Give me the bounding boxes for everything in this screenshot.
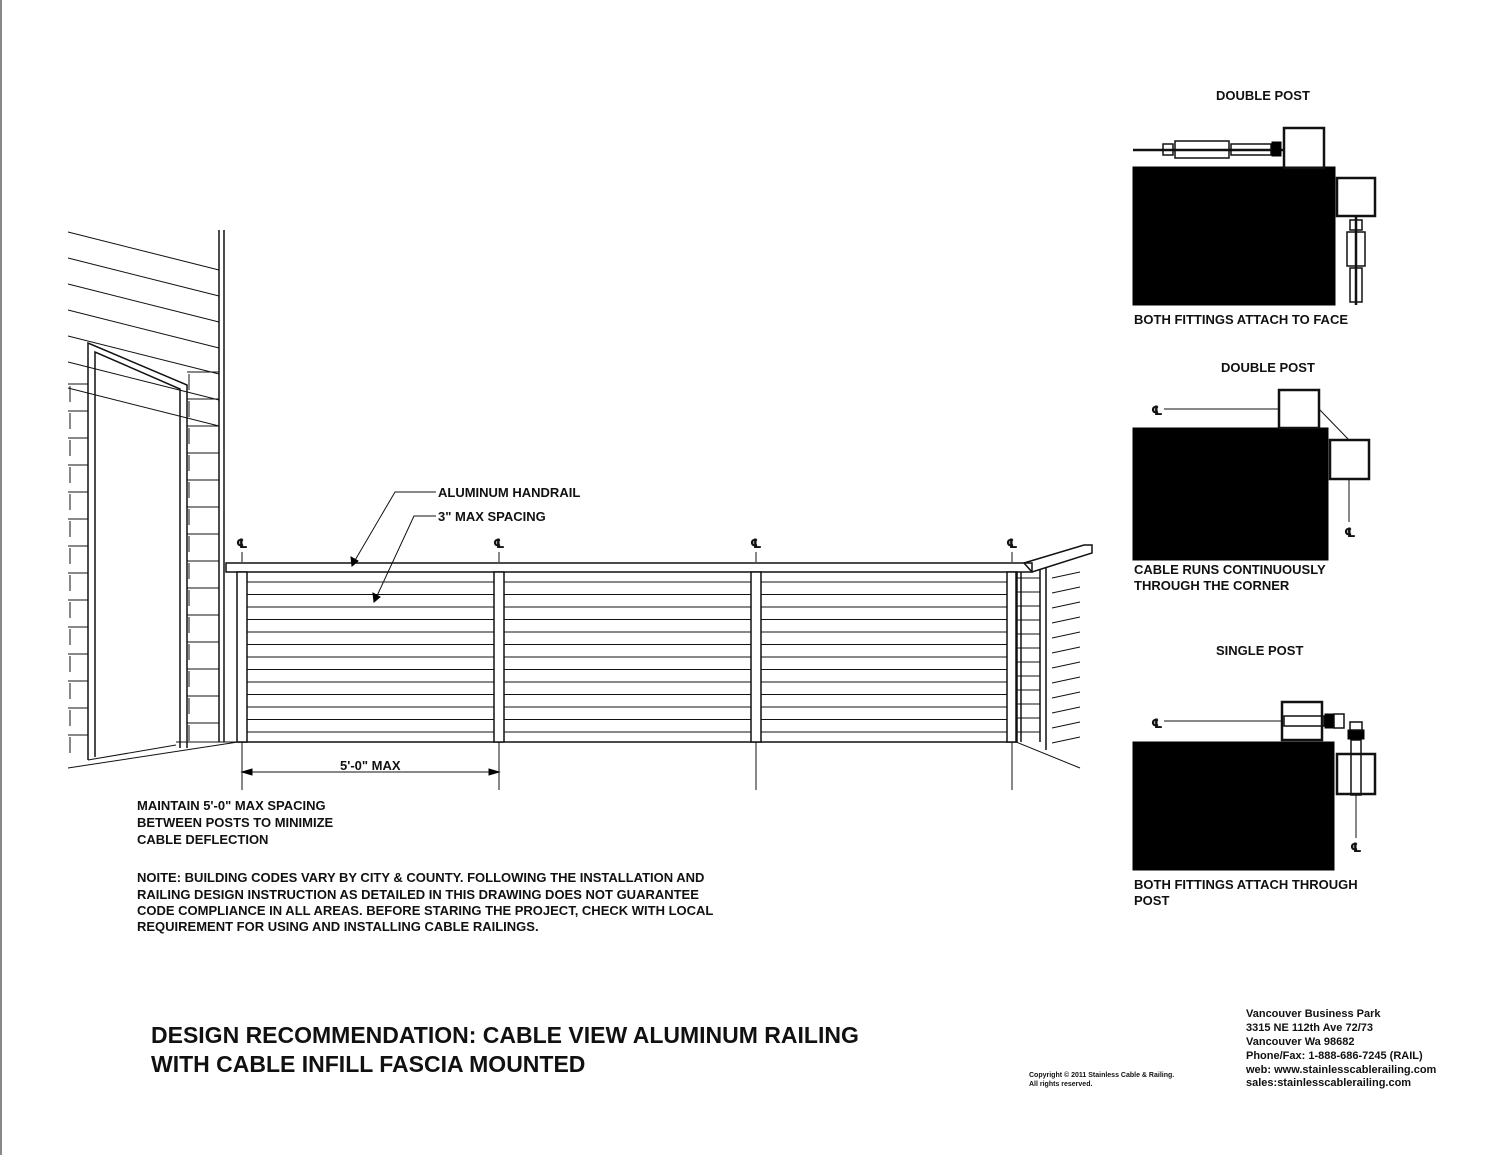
address-line: Vancouver Business Park bbox=[1246, 1008, 1381, 1020]
post bbox=[494, 572, 504, 742]
detail-single-post bbox=[1133, 643, 1375, 908]
address-line: 3315 NE 112th Ave 72/73 bbox=[1246, 1022, 1373, 1034]
siding-board bbox=[1052, 572, 1080, 578]
siding-board bbox=[1052, 737, 1080, 743]
centerline-symbol: ℄ bbox=[1350, 840, 1362, 855]
house-wall bbox=[68, 228, 238, 768]
railing-elevation bbox=[226, 545, 1092, 790]
siding-board bbox=[1052, 722, 1080, 728]
siding-board bbox=[1052, 662, 1080, 668]
code-note bbox=[137, 870, 713, 934]
siding-board bbox=[1052, 677, 1080, 683]
drawing-title: WITH CABLE INFILL FASCIA MOUNTED bbox=[151, 1051, 586, 1077]
siding-board bbox=[68, 284, 219, 322]
copyright-line: Copyright © 2011 Stainless Cable & Railing. bbox=[1029, 1072, 1175, 1079]
address-line: Vancouver Wa 98682 bbox=[1246, 1036, 1355, 1048]
detail-caption: POST bbox=[1134, 893, 1170, 908]
title-block bbox=[151, 1008, 1437, 1089]
siding-board bbox=[68, 336, 219, 374]
detail-caption: BOTH FITTINGS ATTACH TO FACE bbox=[1134, 312, 1349, 327]
copyright-line: All rights reserved. bbox=[1029, 1081, 1093, 1088]
detail-heading: DOUBLE POST bbox=[1216, 88, 1310, 103]
leader-lines bbox=[351, 492, 436, 602]
post bbox=[751, 572, 761, 742]
handrail-label: ALUMINUM HANDRAIL bbox=[438, 485, 581, 500]
siding-board bbox=[1052, 587, 1080, 593]
code-note-line: CODE COMPLIANCE IN ALL AREAS. BEFORE STARING THE PROJECT, CHECK WITH LOCAL bbox=[137, 903, 714, 918]
spacing-label: 3" MAX SPACING bbox=[438, 509, 546, 524]
spacing-note-line: CABLE DEFLECTION bbox=[137, 832, 269, 847]
centerline-symbol: ℄ bbox=[750, 536, 762, 551]
siding-board bbox=[1052, 632, 1080, 638]
centerline-symbol: ℄ bbox=[1344, 525, 1356, 540]
detail-heading: SINGLE POST bbox=[1216, 643, 1304, 658]
detail-heading: DOUBLE POST bbox=[1221, 360, 1315, 375]
siding-board bbox=[68, 310, 219, 348]
siding-board bbox=[1052, 647, 1080, 653]
detail-caption: BOTH FITTINGS ATTACH THROUGH bbox=[1134, 877, 1358, 892]
centerline-symbol: ℄ bbox=[493, 536, 505, 551]
siding-board bbox=[68, 258, 219, 296]
centerline-symbol: ℄ bbox=[1151, 716, 1163, 731]
centerline-symbol: ℄ bbox=[1006, 536, 1018, 551]
siding-board bbox=[1052, 602, 1080, 608]
post bbox=[237, 572, 247, 742]
spacing-note-line: BETWEEN POSTS TO MINIMIZE bbox=[137, 815, 334, 830]
detail-double-post-corner bbox=[1133, 360, 1369, 593]
siding-board bbox=[68, 362, 219, 400]
side-return bbox=[1016, 567, 1080, 768]
span-dimension-label: 5'-0" MAX bbox=[340, 758, 401, 773]
centerline-symbol: ℄ bbox=[1151, 403, 1163, 418]
code-note-line: NOITE: BUILDING CODES VARY BY CITY & COUNTY. FOLLOWING THE INSTALLATION AND bbox=[137, 870, 705, 885]
address-line: sales:stainlesscablerailing.com bbox=[1246, 1077, 1412, 1089]
siding-board bbox=[1052, 692, 1080, 698]
siding-board bbox=[68, 232, 219, 270]
siding-board bbox=[1052, 707, 1080, 713]
centerline-symbol: ℄ bbox=[236, 536, 248, 551]
address-line: web: www.stainlesscablerailing.com bbox=[1246, 1064, 1437, 1076]
drawing-title: DESIGN RECOMMENDATION: CABLE VIEW ALUMINUM RAILING bbox=[151, 1022, 859, 1048]
siding-board bbox=[1052, 617, 1080, 623]
spacing-note bbox=[137, 798, 334, 847]
cable-infill bbox=[238, 582, 1016, 742]
spacing-note-line: MAINTAIN 5'-0" MAX SPACING bbox=[137, 798, 326, 813]
siding-board bbox=[68, 388, 219, 426]
detail-double-post-face bbox=[1133, 88, 1375, 327]
detail-caption: THROUGH THE CORNER bbox=[1134, 578, 1290, 593]
code-note-line: RAILING DESIGN INSTRUCTION AS DETAILED IN THIS DRAWING DOES NOT GUARANTEE bbox=[137, 887, 699, 902]
code-note-line: REQUIREMENT FOR USING AND INSTALLING CABLE RAILINGS. bbox=[137, 919, 539, 934]
address-line: Phone/Fax: 1-888-686-7245 (RAIL) bbox=[1246, 1050, 1423, 1062]
detail-caption: CABLE RUNS CONTINUOUSLY bbox=[1134, 562, 1326, 577]
